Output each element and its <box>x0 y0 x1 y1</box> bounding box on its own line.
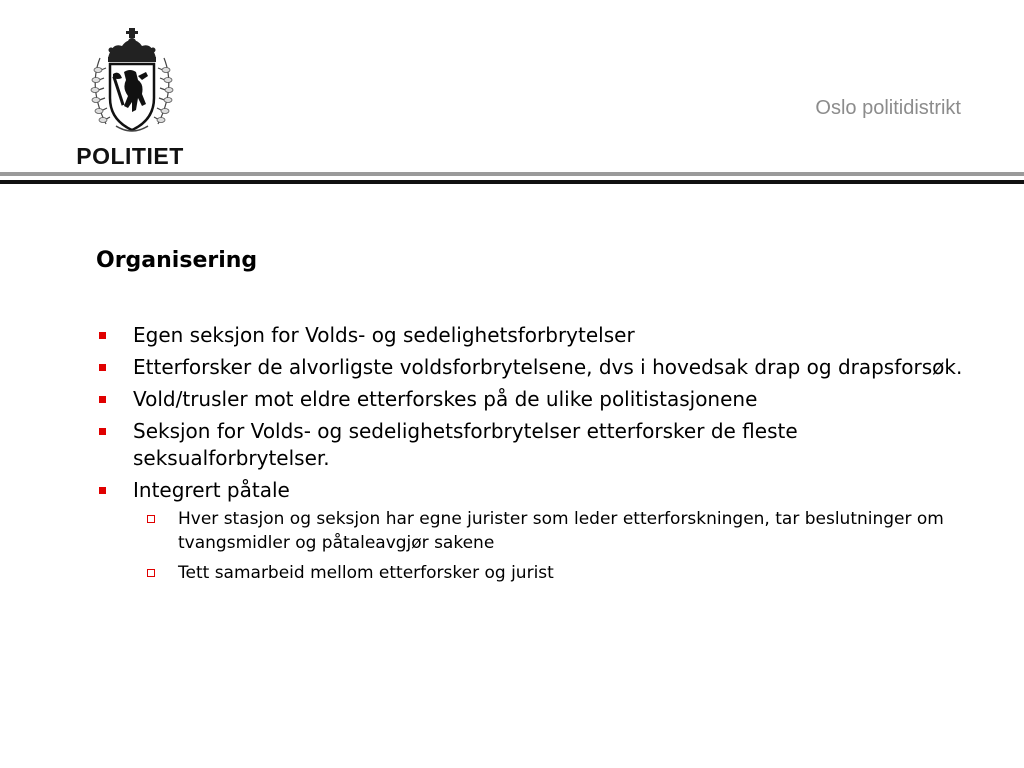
slide-title: Organisering <box>96 248 258 273</box>
sub-bullet-text: Hver stasjon og seksjon har egne jurister som leder etterforskningen, tar beslutninger om tvangsmidler og påtaleavgjør sakene <box>178 509 944 553</box>
hollow-square-bullet-icon <box>147 569 155 577</box>
list-item <box>96 354 976 381</box>
red-square-bullet-icon <box>99 487 106 494</box>
list-item <box>96 477 976 585</box>
list-item <box>96 322 976 349</box>
red-square-bullet-icon <box>99 332 106 339</box>
sub-list-item <box>133 507 976 555</box>
red-square-bullet-icon <box>99 396 106 403</box>
bullet-text: Seksjon for Volds- og sedelighetsforbrytelser etterforsker de fleste seksualforbrytelser. <box>133 419 798 470</box>
bullet-text: Integrert påtale <box>133 478 290 502</box>
sub-bullet-list <box>133 507 976 585</box>
hollow-square-bullet-icon <box>147 515 155 523</box>
sub-list-item <box>133 561 976 585</box>
bullet-text: Egen seksjon for Volds- og sedelighetsforbrytelser <box>133 323 635 347</box>
red-square-bullet-icon <box>99 364 106 371</box>
bullet-text: Vold/trusler mot eldre etterforskes på de ulike politistasjonene <box>133 387 758 411</box>
header-divider-light <box>0 172 1024 176</box>
red-square-bullet-icon <box>99 428 106 435</box>
bullet-list <box>96 322 976 591</box>
district-name: Oslo politidistrikt <box>815 97 961 119</box>
police-crest-icon <box>86 28 178 134</box>
header-divider-dark <box>0 180 1024 184</box>
list-item <box>96 386 976 413</box>
list-item <box>96 418 976 472</box>
bullet-text: Etterforsker de alvorligste voldsforbrytelsene, dvs i hovedsak drap og drapsforsøk. <box>133 355 963 379</box>
logo-wordmark: POLITIET <box>76 143 184 169</box>
sub-bullet-text: Tett samarbeid mellom etterforsker og jurist <box>178 563 554 583</box>
